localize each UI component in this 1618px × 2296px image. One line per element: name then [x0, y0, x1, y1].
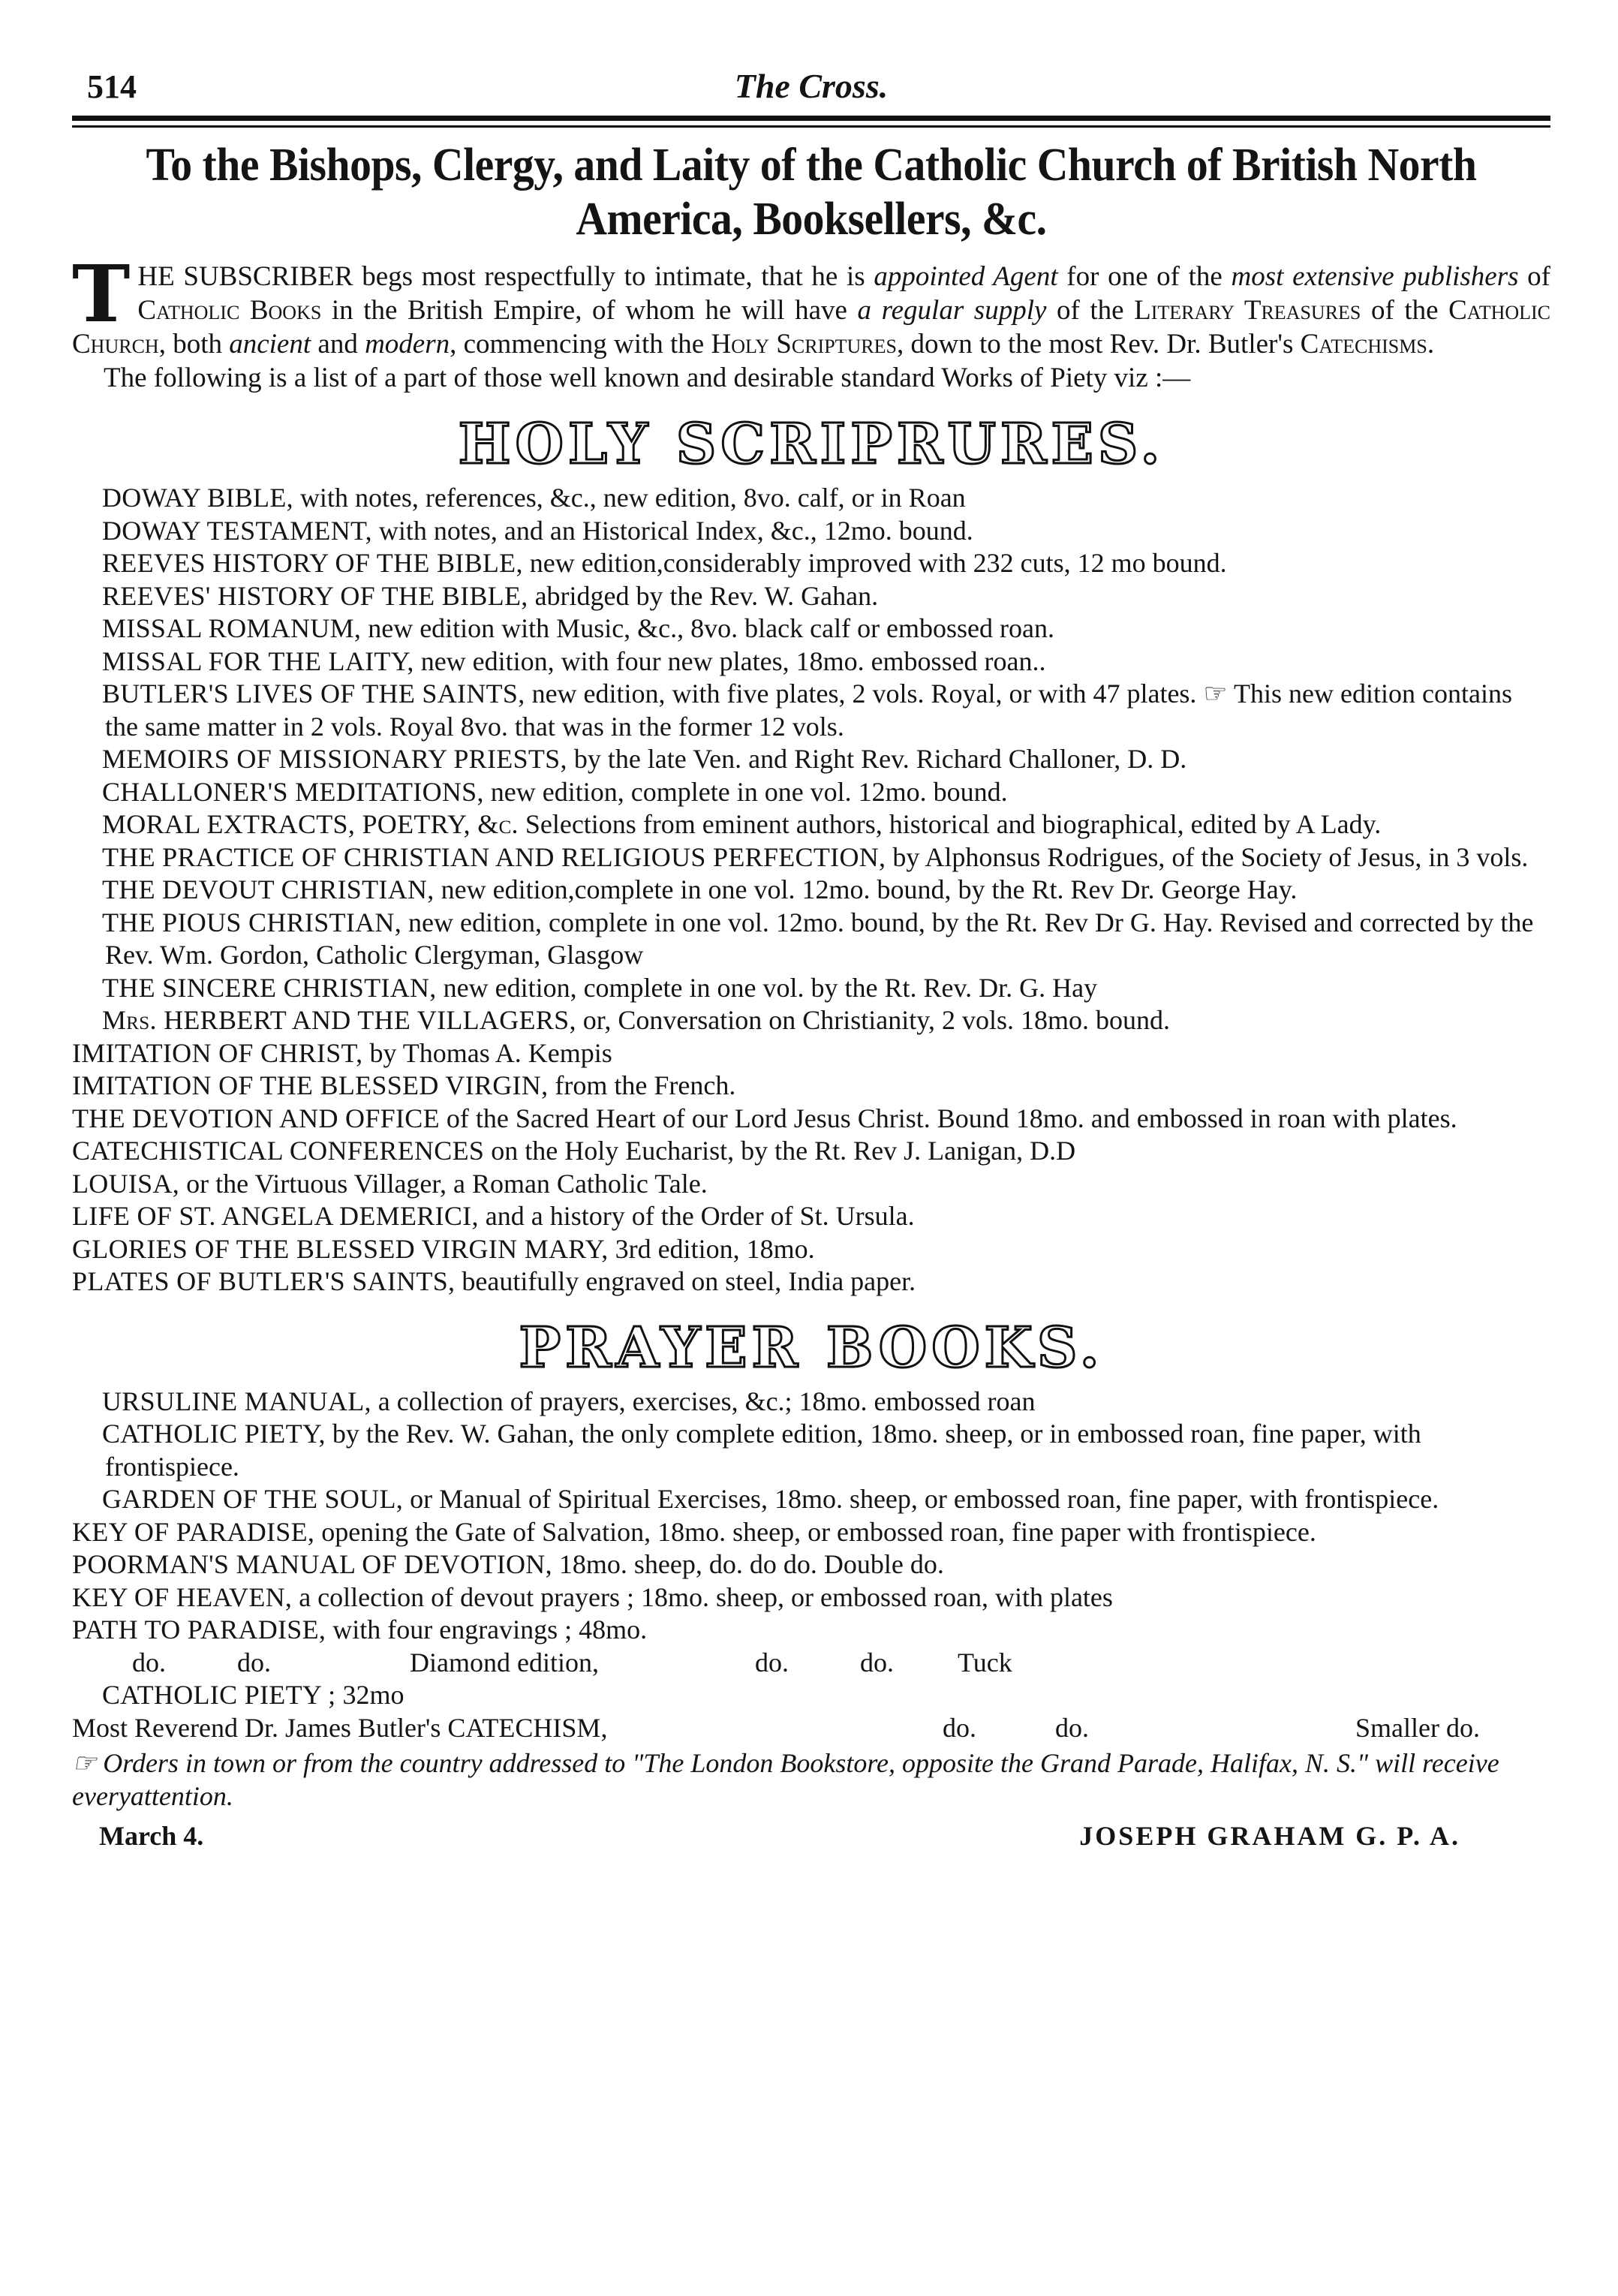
book-title: THE PRACTICE OF CHRISTIAN AND RELIGIOUS PERFECTION, [102, 841, 886, 872]
book-title: KEY OF HEAVEN, [72, 1581, 293, 1612]
ditto-cell: do. [943, 1712, 976, 1743]
book-title: CHALLONER'S MEDITATIONS, [102, 776, 484, 807]
book-details: by Thomas A. Kempis [369, 1037, 612, 1068]
book-title: THE DEVOTION AND OFFICE [72, 1103, 440, 1133]
book-title: KEY OF PARADISE, [72, 1516, 315, 1547]
book-title: MISSAL ROMANUM, [102, 613, 362, 643]
intro-segment: HE SUBSCRIBER begs most respectfully to intimate, that he is [137, 261, 874, 292]
book-details: or, Conversation on Christianity, 2 vols. 18mo. bound. [582, 1005, 1170, 1035]
header-rule-thick [72, 116, 1550, 121]
book-title: LOUISA, [72, 1168, 180, 1199]
book-title: THE SINCERE CHRISTIAN, [102, 972, 437, 1003]
intro-segment: appointed Agent [874, 261, 1058, 292]
header-rule-thin [72, 125, 1550, 128]
list-item [72, 841, 1550, 874]
list-item [72, 1614, 1550, 1647]
book-title: THE PIOUS CHRISTIAN, [102, 907, 402, 937]
book-title: CATHOLIC PIETY, [102, 1419, 326, 1449]
book-details: new edition,considerably improved with 232 cuts, 12 mo bound. [529, 548, 1227, 578]
list-item [72, 515, 1550, 548]
orders-notice: ☞ Orders in town or from the country addressed to "The London Bookstore, opposite the Grand Parade, Halifax, N. S." will receive everyattention. [72, 1748, 1499, 1811]
running-head [72, 65, 1550, 114]
list-item [72, 1418, 1550, 1483]
intro-segment: Catechisms [1300, 329, 1427, 360]
book-title: URSULINE MANUAL, [102, 1386, 371, 1416]
list-item [72, 1386, 1550, 1419]
intro-segment: ancient [229, 329, 311, 360]
book-title: POORMAN'S MANUAL OF DEVOTION, [72, 1549, 552, 1579]
book-details: new edition, with five plates, 2 vols. Royal, or with 47 plates. ☞ This new edition contains the same matter in 2 vols. Royal 8vo. that was in the former 12 vols. [105, 679, 1512, 742]
section-heading-prayer-books: PRAYER BOOKS. [519, 1315, 1104, 1380]
book-details: beautifully engraved on steel, India paper. [462, 1266, 916, 1296]
book-title: IMITATION OF CHRIST, [72, 1037, 363, 1068]
book-title: REEVES' HISTORY OF THE BIBLE, [102, 580, 528, 611]
list-item [72, 1103, 1550, 1136]
book-title: REEVES HISTORY OF THE BIBLE, [102, 548, 523, 578]
ditto-cell: Smaller do. [1355, 1712, 1480, 1743]
intro-segment: of the [1046, 295, 1135, 326]
intro-segment: in the British Empire, of whom he will have [321, 295, 858, 326]
list-item [72, 972, 1550, 1005]
list-item [72, 743, 1550, 776]
catechism-line [72, 1712, 1550, 1745]
book-details: or the Virtuous Villager, a Roman Catholic Tale. [186, 1168, 708, 1199]
list-item [72, 1581, 1550, 1614]
book-details: on the Holy Eucharist, by the Rt. Rev J. Lanigan, D.D [491, 1136, 1076, 1166]
list-item [72, 678, 1550, 743]
book-title: PLATES OF BUTLER'S SAINTS, [72, 1266, 456, 1296]
book-details: by the late Ven. and Right Rev. Richard Challoner, D. D. [573, 744, 1187, 774]
list-item [72, 1070, 1550, 1103]
intro-segment: of the [1361, 295, 1449, 326]
book-title: MISSAL FOR THE LAITY, [102, 645, 414, 676]
intro-segment: and [311, 329, 365, 360]
section-heading-holy-scriptures: HOLY SCRIPRURES. [458, 412, 1165, 477]
holy-scriptures-list [72, 482, 1550, 1298]
list-item [72, 1483, 1550, 1516]
book-title: GLORIES OF THE BLESSED VIRGIN MARY, [72, 1233, 609, 1264]
book-details: new edition, complete in one vol. by the Rt. Rev. Dr. G. Hay [443, 972, 1098, 1003]
book-title: CATECHISTICAL CONFERENCES [72, 1136, 485, 1166]
book-title: Mrs. HERBERT AND THE VILLAGERS, [102, 1005, 576, 1035]
list-item [72, 907, 1550, 972]
list-item [72, 580, 1550, 613]
book-title: PATH TO PARADISE, [72, 1614, 326, 1645]
book-details: Selections from eminent authors, historical and biographical, edited by A Lady. [525, 809, 1382, 839]
advert-footer [72, 1820, 1550, 1862]
list-item [72, 1548, 1550, 1581]
book-details: with notes, references, &c., new edition, 8vo. calf, or in Roan [299, 483, 966, 513]
advert-signature: JOSEPH GRAHAM G. P. A. [1079, 1821, 1460, 1851]
intro-segment: Literary Treasures [1134, 295, 1361, 326]
intro-segment: , down to the most Rev. Dr. Butler's [897, 329, 1301, 360]
book-details: new edition, with four new plates, 18mo. embossed roan.. [420, 645, 1046, 676]
book-details: new edition,complete in one vol. 12mo. bound, by the Rt. Rev Dr. George Hay. [441, 874, 1298, 904]
book-details: new edition, complete in one vol. 12mo. bound. [490, 776, 1008, 807]
list-item [72, 482, 1550, 515]
list-item [72, 1200, 1550, 1233]
list-item [72, 1233, 1550, 1266]
prayer-books-list [72, 1386, 1550, 1647]
book-title: MORAL EXTRACTS, POETRY, &c. [102, 809, 519, 839]
intro-segment: for one of the [1057, 261, 1232, 292]
book-details: 3rd edition, 18mo. [615, 1233, 815, 1264]
intro-segment: , commencing with the [450, 329, 711, 360]
list-item [72, 645, 1550, 679]
book-title: MEMOIRS OF MISSIONARY PRIESTS, [102, 744, 567, 774]
intro-segment: a regular supply [857, 295, 1047, 326]
journal-title: The Cross. [734, 67, 889, 105]
advert-date: March 4. [99, 1821, 204, 1851]
list-item [72, 1004, 1550, 1037]
ditto-cell: do. [132, 1647, 166, 1678]
book-details: 32mo [342, 1680, 404, 1710]
ditto-cell: do. [755, 1647, 789, 1678]
ditto-line [72, 1647, 1550, 1680]
intro-segment: Holy Scriptures [711, 329, 897, 360]
dropcap-letter: T [72, 248, 131, 340]
book-title: THE DEVOUT CHRISTIAN, [102, 874, 435, 904]
intro-segment: most extensive publishers [1231, 261, 1519, 292]
intro-segment: , both [158, 329, 230, 360]
book-details: from the French. [555, 1070, 736, 1100]
book-details: a collection of devout prayers ; 18mo. sheep, or embossed roan, with plates [299, 1581, 1113, 1612]
list-item [72, 808, 1550, 841]
intro-segment: Catholic Books [137, 295, 322, 326]
book-details: with notes, and an Historical Index, &c., 12mo. bound. [378, 515, 973, 546]
newspaper-page [72, 65, 1550, 1862]
book-details: new edition with Music, &c., 8vo. black calf or embossed roan. [368, 613, 1055, 643]
page-number: 514 [87, 68, 137, 105]
book-details: 18mo. sheep, do. do do. Double do. [558, 1549, 944, 1579]
book-title: BUTLER'S LIVES OF THE SAINTS, [102, 679, 525, 709]
intro-segment: modern [365, 329, 450, 360]
intro-text [72, 248, 1551, 360]
book-details: and a history of the Order of St. Ursula. [485, 1201, 915, 1231]
intro-segment: . [1427, 329, 1435, 360]
list-item [72, 1516, 1550, 1549]
intro-paragraph [72, 248, 1551, 395]
book-details: of the Sacred Heart of our Lord Jesus Christ. Bound 18mo. and embossed in roan with plates. [446, 1103, 1457, 1133]
book-details: opening the Gate of Salvation, 18mo. sheep, or embossed roan, fine paper with frontispiece. [321, 1516, 1316, 1547]
list-item [72, 1168, 1550, 1201]
book-title: GARDEN OF THE SOUL, [102, 1484, 404, 1514]
book-title: CATHOLIC PIETY ; [102, 1680, 336, 1710]
prayer-books-tail-list [72, 1679, 1550, 1712]
list-item [72, 874, 1550, 907]
ditto-cell: do. [860, 1647, 894, 1678]
book-title: IMITATION OF THE BLESSED VIRGIN, [72, 1070, 549, 1100]
book-title: DOWAY TESTAMENT, [102, 515, 372, 546]
list-item [72, 1135, 1550, 1168]
list-item [72, 776, 1550, 809]
list-item [72, 612, 1550, 645]
intro-segment: of [1518, 261, 1551, 292]
book-details: a collection of prayers, exercises, &c.; 18mo. embossed roan [377, 1386, 1036, 1416]
intro-segment: Catholic Church [72, 295, 1551, 360]
list-item [72, 547, 1550, 580]
book-details: abridged by the Rev. W. Gahan. [534, 580, 879, 611]
list-item [72, 1679, 1550, 1712]
book-details: by Alphonsus Rodrigues, of the Society of Jesus, in 3 vols. [892, 841, 1529, 872]
ditto-cell: do. [237, 1647, 271, 1678]
intro-following: The following is a list of a part of those well known and desirable standard Works of Piety viz :— [104, 363, 1191, 393]
book-details: by the Rev. W. Gahan, the only complete edition, 18mo. sheep, or in embossed roan, fine paper, with frontispiece. [105, 1419, 1421, 1482]
ditto-cell: do. [1055, 1712, 1089, 1743]
list-item [72, 1265, 1550, 1298]
ditto-cell: Diamond edition, [410, 1647, 599, 1678]
book-title: LIFE OF ST. ANGELA DEMERICI, [72, 1201, 479, 1231]
book-details: or Manual of Spiritual Exercises, 18mo. sheep, or embossed roan, fine paper, with frontispiece. [410, 1484, 1439, 1514]
book-details: with four engravings ; 48mo. [332, 1614, 648, 1645]
catechism-title: Most Reverend Dr. James Butler's CATECHISM, [72, 1712, 608, 1743]
book-title: DOWAY BIBLE, [102, 483, 293, 513]
advert-headline: To the Bishops, Clergy, and Laity of the Catholic Church of British North America, Booksellers, &c. [146, 140, 1477, 245]
list-item [72, 1037, 1550, 1070]
ditto-cell: Tuck [958, 1647, 1012, 1678]
book-details: new edition, complete in one vol. 12mo. bound, by the Rt. Rev Dr G. Hay. Revised and corrected by the Rev. Wm. Gordon, Catholic Clergyman, Glasgow [105, 907, 1534, 970]
